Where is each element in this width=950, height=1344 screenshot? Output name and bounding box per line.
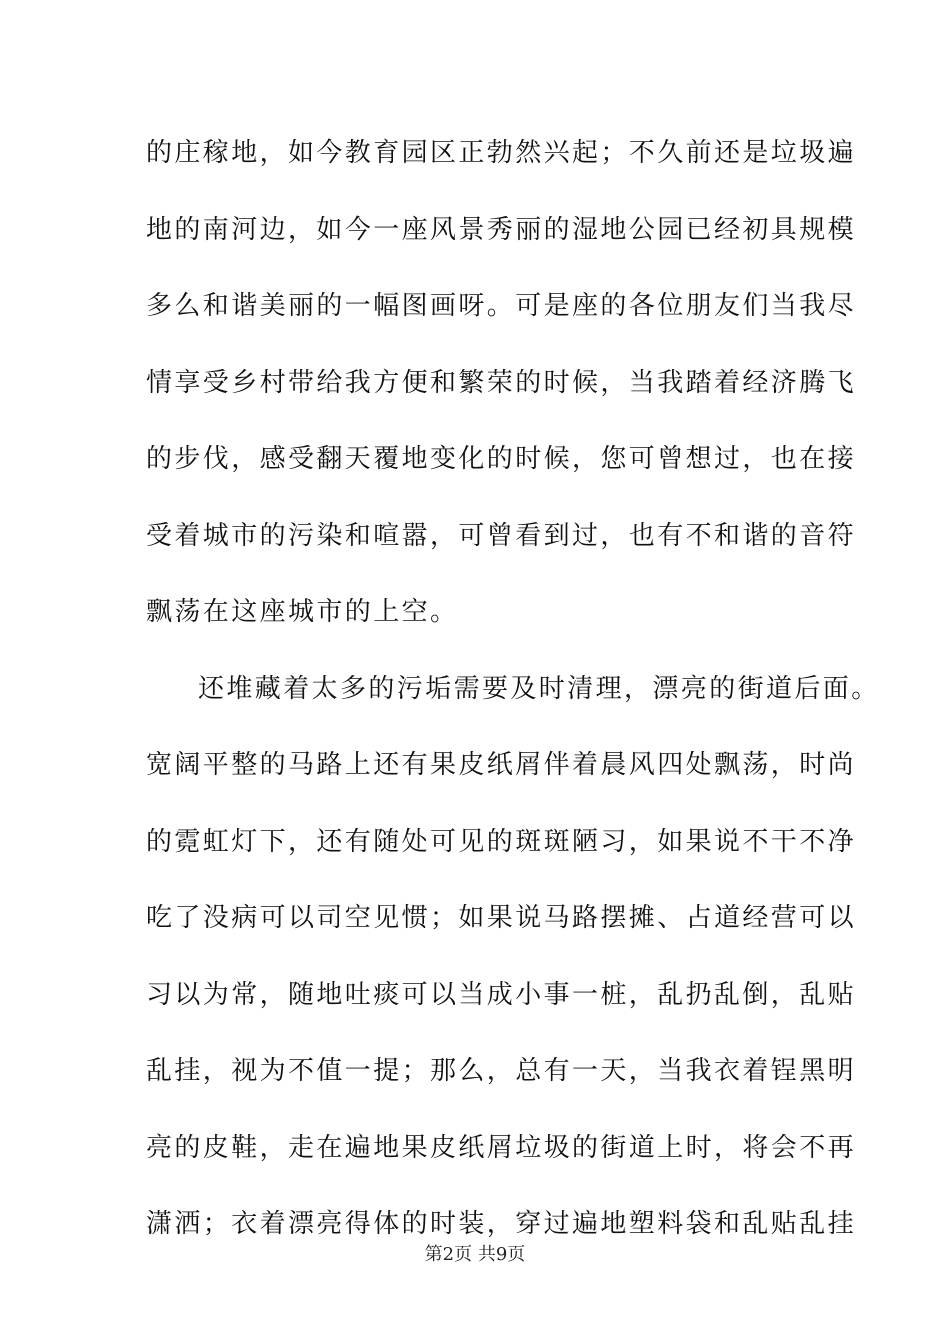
text-line: 的庄稼地，如今教育园区正勃然兴起；不久前还是垃圾遍 bbox=[146, 138, 857, 168]
text-line: 亮的皮鞋，走在遍地果皮纸屑垃圾的街道上时，将会不再 bbox=[146, 1132, 857, 1163]
text-line: 的步伐，感受翻天覆地变化的时候，您可曾想过，也在接 bbox=[146, 444, 857, 474]
text-line: 吃了没病可以司空见惯；如果说马路摆摊、占道经营可以 bbox=[146, 903, 857, 933]
text-line: 的霓虹灯下，还有随处可见的斑斑陋习，如果说不干不净 bbox=[146, 826, 857, 857]
text-line: 飘荡在这座城市的上空。 bbox=[146, 597, 459, 627]
text-line: 潇洒；衣着漂亮得体的时装，穿过遍地塑料袋和乱贴乱挂 bbox=[146, 1209, 857, 1239]
text-line: 受着城市的污染和喧嚣，可曾看到过，也有不和谐的音符 bbox=[146, 520, 857, 551]
paragraph-first-line: 还堆藏着太多的污垢需要及时清理，漂亮的街道后面。 bbox=[198, 673, 880, 704]
text-line: 地的南河边，如今一座风景秀丽的湿地公园已经初具规模 bbox=[146, 214, 857, 245]
page-footer: 第2页 共9页 bbox=[424, 1244, 526, 1265]
body-text bbox=[146, 128, 880, 1276]
text-line: 宽阔平整的马路上还有果皮纸屑伴着晨风四处飘荡，时尚 bbox=[146, 750, 857, 780]
text-line: 乱挂，视为不值一提；那么，总有一天，当我衣着锃黑明 bbox=[146, 1056, 857, 1086]
text-line: 习以为常，随地吐痰可以当成小事一桩，乱扔乱倒，乱贴 bbox=[146, 979, 857, 1010]
text-line: 多么和谐美丽的一幅图画呀。可是座的各位朋友们当我尽 bbox=[146, 291, 857, 321]
text-line: 情享受乡村带给我方便和繁荣的时候，当我踏着经济腾飞 bbox=[146, 367, 857, 398]
